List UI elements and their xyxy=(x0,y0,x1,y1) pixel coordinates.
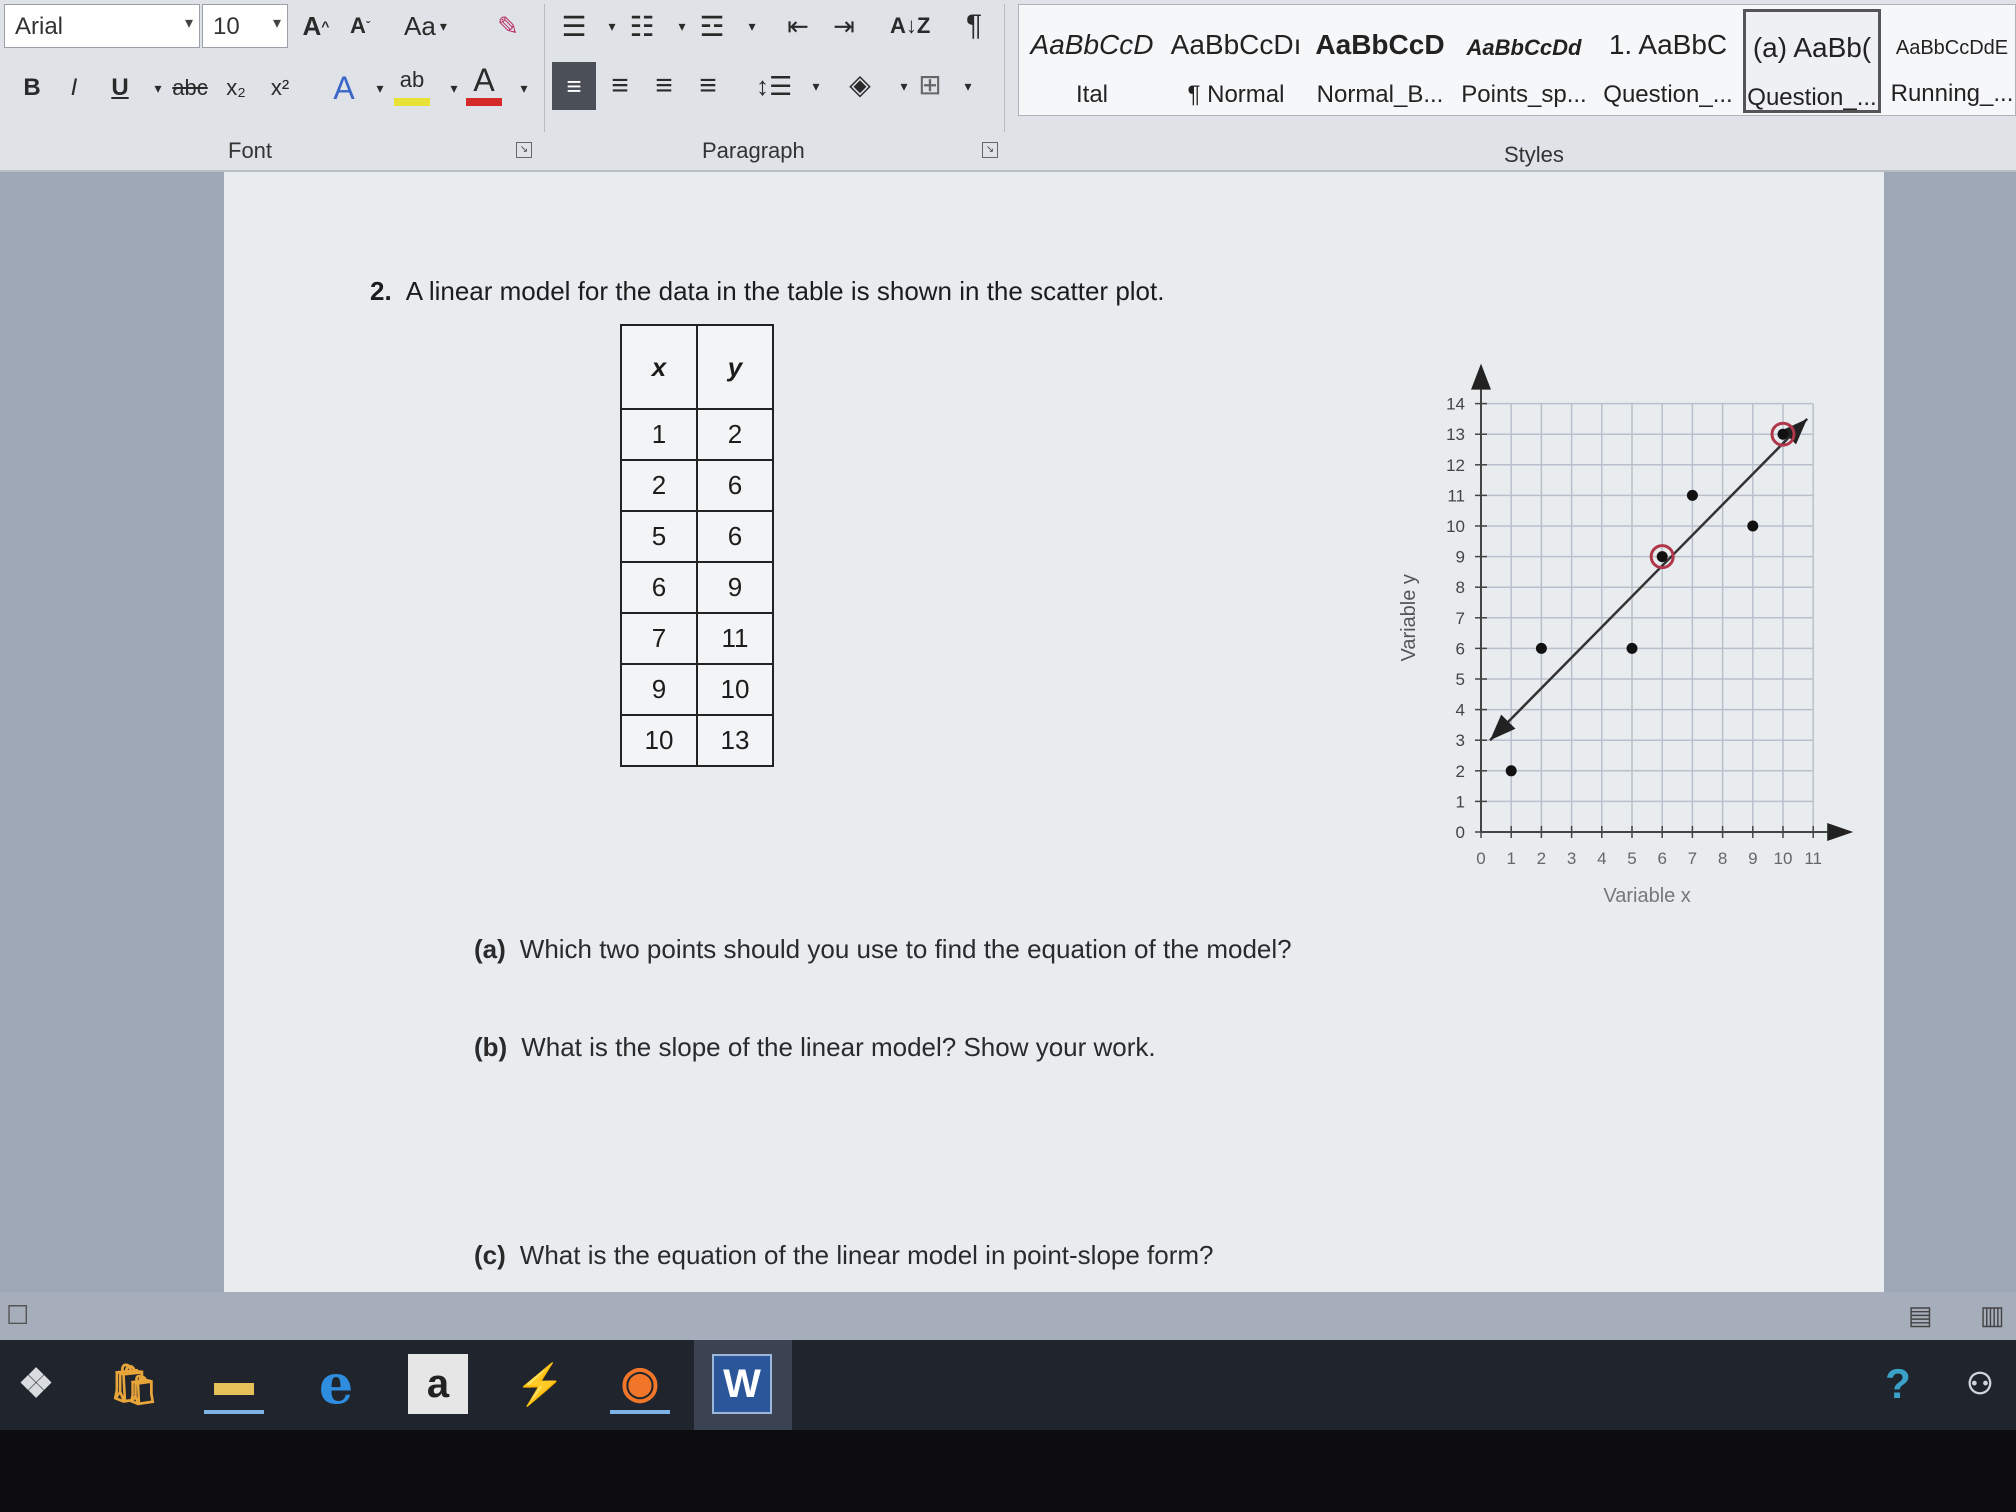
firefox-icon[interactable]: ◉ xyxy=(610,1354,670,1414)
y-tick-label: 5 xyxy=(1455,670,1465,689)
y-tick-label: 10 xyxy=(1446,517,1465,536)
style-name: Running_... xyxy=(1890,80,2014,107)
table-cell: 5 xyxy=(621,511,697,562)
underline-button[interactable] xyxy=(102,66,138,110)
table-cell: 6 xyxy=(621,562,697,613)
lightning-app-icon[interactable]: ⚡ xyxy=(515,1362,565,1407)
y-axis-label: Variable y xyxy=(1398,574,1420,662)
bullets-icon[interactable]: ☰ xyxy=(561,10,587,42)
style-preview: 1. AaBbC xyxy=(1608,29,1728,60)
align-center-icon[interactable]: ≡ xyxy=(611,69,629,102)
x-tick-label: 9 xyxy=(1748,849,1758,868)
data-point xyxy=(1687,490,1698,501)
style-name: ¶ Normal xyxy=(1187,81,1285,108)
font-size-combo[interactable] xyxy=(202,4,288,48)
y-tick-label: 2 xyxy=(1455,761,1465,781)
proofing-icon[interactable]: ☐ xyxy=(6,1300,30,1330)
data-point xyxy=(1506,765,1517,776)
strikethrough-label: abc xyxy=(172,75,208,100)
italic-label: I xyxy=(70,74,78,101)
y-tick-label: 13 xyxy=(1446,425,1465,445)
table-cell: 2 xyxy=(697,409,773,460)
part-c-text: What is the equation of the linear model in point-slope form? xyxy=(519,1240,1214,1270)
table-row xyxy=(621,511,773,562)
style-running[interactable] xyxy=(1883,9,2016,113)
bold-label: B xyxy=(23,74,41,101)
table-cell: 10 xyxy=(697,664,773,715)
model-line xyxy=(1490,419,1807,740)
chevron-down-icon[interactable]: ▾ xyxy=(900,77,908,94)
data-point xyxy=(1778,429,1789,440)
style-name: Question_... xyxy=(1747,84,1877,111)
table-row xyxy=(621,460,773,511)
underline-label: U xyxy=(111,74,129,101)
grow-font-label: A xyxy=(302,10,322,41)
table-header-row xyxy=(621,325,773,409)
increase-indent-icon[interactable]: ⇥ xyxy=(833,10,855,41)
edge-letter: e xyxy=(318,1352,354,1416)
chevron-down-icon[interactable]: ▾ xyxy=(184,15,193,32)
change-case-label: Aa xyxy=(404,10,436,41)
font-dialog-launcher-icon[interactable]: ↘ xyxy=(516,142,532,158)
x-tick-label: 0 xyxy=(1476,849,1486,868)
store-icon[interactable]: 🛍 xyxy=(108,1362,160,1407)
y-tick-label: 9 xyxy=(1455,547,1465,567)
divider xyxy=(544,4,545,132)
table-cell: 7 xyxy=(621,613,697,664)
table-cell: 9 xyxy=(697,562,773,613)
table-row xyxy=(621,562,773,613)
data-point xyxy=(1657,551,1668,562)
style-preview: AaBbCcD xyxy=(1315,29,1445,60)
word-letter: W xyxy=(723,1361,761,1406)
sort-label: A↓Z xyxy=(890,13,931,38)
y-tick-label: 4 xyxy=(1455,700,1465,720)
align-left-icon[interactable]: ≡ xyxy=(552,62,596,110)
data-point xyxy=(1536,643,1547,654)
document-page[interactable] xyxy=(224,172,1884,1312)
text-effects-button[interactable] xyxy=(326,66,362,110)
paragraph-group-label: Paragraph xyxy=(702,138,805,163)
style-preview: AaBbCcDd xyxy=(1466,35,1582,60)
scatter-plot xyxy=(1136,340,1856,920)
justify-icon[interactable]: ≡ xyxy=(699,69,717,102)
style-points-sp[interactable] xyxy=(1455,9,1593,113)
shrink-font-button[interactable]: A ˇ xyxy=(350,13,370,38)
font-size-value: 10 xyxy=(213,13,240,40)
x-tick-label: 2 xyxy=(1536,849,1547,868)
superscript-button[interactable] xyxy=(262,66,298,110)
chevron-down-icon[interactable]: ▾ xyxy=(272,15,281,32)
show-marks-button[interactable] xyxy=(956,4,992,48)
chevron-down-icon[interactable]: ▾ xyxy=(964,77,972,94)
subscript-button[interactable] xyxy=(218,66,254,110)
y-axis-arrow-icon xyxy=(1471,364,1491,390)
status-bar xyxy=(0,1292,2016,1340)
chevron-down-icon[interactable]: ▾ xyxy=(678,17,686,34)
bold-button[interactable] xyxy=(14,66,50,110)
style-name: Ital xyxy=(1075,81,1108,108)
x-tick-label: 10 xyxy=(1773,849,1793,868)
font-color-button[interactable] xyxy=(466,62,502,106)
table-cell: 11 xyxy=(697,613,773,664)
data-table xyxy=(620,324,774,767)
chevron-down-icon[interactable]: ▾ xyxy=(450,79,458,96)
numbering-icon[interactable]: ☷ xyxy=(629,10,655,42)
decrease-indent-icon[interactable]: ⇤ xyxy=(787,10,809,41)
shading-icon[interactable]: ◈ xyxy=(849,68,871,100)
table-header-x: x xyxy=(621,325,697,409)
y-tick-label: 3 xyxy=(1455,731,1465,751)
style-normal[interactable] xyxy=(1167,9,1305,113)
x-tick-label: 4 xyxy=(1597,849,1607,868)
amazon-icon[interactable] xyxy=(408,1354,468,1414)
change-case-button[interactable]: Aa ▾ xyxy=(404,10,447,41)
edge-icon[interactable] xyxy=(306,1354,366,1414)
x-tick-label: 8 xyxy=(1717,849,1728,868)
style-ital[interactable] xyxy=(1023,9,1161,113)
y-tick-label: 11 xyxy=(1447,486,1465,506)
document-area xyxy=(0,172,2016,1340)
highlight-label: ab xyxy=(399,67,425,92)
help-icon[interactable]: ? xyxy=(1885,1360,1911,1407)
table-cell: 13 xyxy=(697,715,773,766)
part-c-question xyxy=(474,1240,1214,1271)
highlight-button[interactable] xyxy=(394,62,430,106)
x-axis-label: Variable x xyxy=(1603,885,1691,907)
font-name-combo[interactable] xyxy=(4,4,200,48)
style-preview: AaBbCcD xyxy=(1030,29,1154,60)
style-question-a[interactable] xyxy=(1743,9,1881,113)
clear-formatting-icon[interactable]: ✎ xyxy=(497,10,519,41)
style-preview: AaBbCcDı xyxy=(1170,29,1302,60)
grow-font-button[interactable]: A ^ xyxy=(302,10,330,41)
divider xyxy=(1004,4,1005,132)
y-tick-label: 14 xyxy=(1446,394,1465,414)
x-tick-label: 11 xyxy=(1804,849,1823,868)
table-cell: 10 xyxy=(621,715,697,766)
table-row xyxy=(621,613,773,664)
paragraph-dialog-launcher-icon[interactable]: ↘ xyxy=(982,142,998,158)
print-layout-icon[interactable]: ▥ xyxy=(1980,1300,2005,1330)
styles-group-label: Styles xyxy=(1504,142,1564,167)
amazon-letter: a xyxy=(426,1361,450,1406)
table-row xyxy=(621,715,773,766)
x-tick-label: 7 xyxy=(1687,849,1698,868)
sort-button[interactable] xyxy=(890,4,930,48)
question-number: 2. xyxy=(370,276,392,306)
multilevel-list-icon[interactable]: ☲ xyxy=(699,10,725,42)
align-right-icon[interactable]: ≡ xyxy=(655,69,673,102)
borders-icon[interactable]: ⊞ xyxy=(918,68,942,100)
question-text: A linear model for the data in the table is shown in the scatter plot. xyxy=(405,276,1165,306)
chevron-down-icon[interactable]: ▾ xyxy=(812,77,820,94)
part-a-text: Which two points should you use to find the equation of the model? xyxy=(519,934,1292,964)
y-tick-label: 6 xyxy=(1455,639,1465,659)
x-tick-label: 5 xyxy=(1627,849,1637,868)
shrink-font-label: A xyxy=(350,13,366,38)
style-normal-b[interactable] xyxy=(1311,9,1449,113)
italic-button[interactable] xyxy=(56,66,92,110)
y-tick-label: 8 xyxy=(1455,578,1465,598)
x-tick-label: 3 xyxy=(1566,849,1577,868)
ribbon xyxy=(0,0,2016,172)
font-name-value: Arial xyxy=(15,13,64,40)
table-row xyxy=(621,664,773,715)
part-b-label: (b) xyxy=(474,1032,508,1062)
question-title xyxy=(370,276,1164,307)
table-cell: 1 xyxy=(621,409,697,460)
style-name: Normal_B... xyxy=(1316,81,1444,108)
x-tick-label: 6 xyxy=(1657,849,1667,868)
text-effects-label: A xyxy=(333,69,355,106)
table-cell: 2 xyxy=(621,460,697,511)
style-name: Points_sp... xyxy=(1461,81,1587,108)
read-mode-icon[interactable]: ▤ xyxy=(1908,1300,1933,1330)
data-point xyxy=(1747,521,1758,532)
y-tick-label: 7 xyxy=(1455,608,1465,628)
subscript-label: x₂ xyxy=(226,75,246,100)
style-question-1[interactable] xyxy=(1599,9,1737,113)
show-marks-label: ¶ xyxy=(965,9,983,42)
chevron-down-icon[interactable]: ▾ xyxy=(376,79,384,96)
font-group-label: Font xyxy=(228,138,273,163)
part-a-label: (a) xyxy=(474,934,506,964)
table-cell: 6 xyxy=(697,511,773,562)
table-cell: 6 xyxy=(697,460,773,511)
line-spacing-icon[interactable]: ↕☰ xyxy=(756,70,793,101)
y-tick-label: 1 xyxy=(1455,792,1465,812)
style-name: Question_... xyxy=(1603,81,1733,108)
y-tick-label: 12 xyxy=(1446,455,1465,475)
x-axis-arrow-icon xyxy=(1827,823,1853,841)
superscript-label: x² xyxy=(270,75,290,100)
word-icon[interactable] xyxy=(712,1354,772,1414)
data-point xyxy=(1627,643,1638,654)
y-tick-label: 0 xyxy=(1455,823,1465,842)
chevron-down-icon[interactable]: ▾ xyxy=(520,79,528,96)
style-preview: (a) AaBb( xyxy=(1752,32,1872,63)
taskbar xyxy=(0,1340,2016,1430)
x-tick-label: 1 xyxy=(1506,849,1516,868)
part-c-label: (c) xyxy=(474,1240,506,1270)
people-icon[interactable]: ⚇ xyxy=(1966,1367,1994,1401)
file-explorer-icon[interactable]: ▬ xyxy=(204,1354,264,1414)
table-header-y: y xyxy=(697,325,773,409)
chevron-down-icon[interactable]: ▾ xyxy=(608,17,616,34)
part-a-question xyxy=(474,934,1292,965)
part-b-question xyxy=(474,1032,1156,1063)
font-color-label: A xyxy=(473,61,495,98)
monitor-bezel xyxy=(0,1430,2016,1512)
strikethrough-button[interactable] xyxy=(172,66,208,110)
dropbox-icon[interactable]: ❖ xyxy=(18,1362,54,1406)
chevron-down-icon[interactable]: ▾ xyxy=(748,17,756,34)
chevron-down-icon[interactable]: ▾ xyxy=(154,79,162,96)
table-row xyxy=(621,409,773,460)
styles-gallery xyxy=(1018,4,2016,116)
table-cell: 9 xyxy=(621,664,697,715)
part-b-text: What is the slope of the linear model? Show your work. xyxy=(521,1032,1156,1062)
style-preview: AaBbCcDdE xyxy=(1895,37,2009,59)
